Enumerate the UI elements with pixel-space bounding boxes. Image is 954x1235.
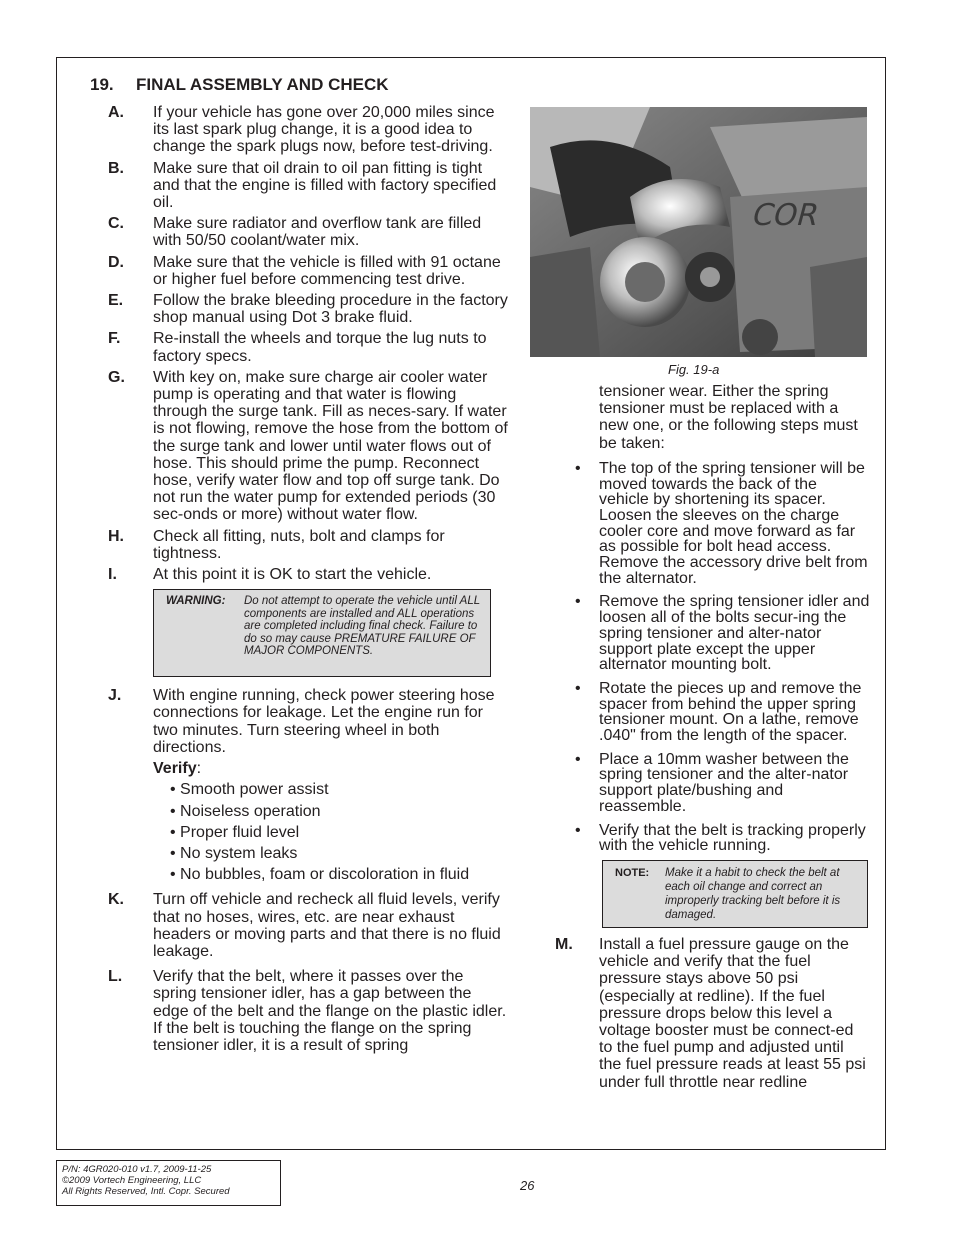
verify-item: • Proper fluid level	[170, 823, 300, 841]
verify-colon: :	[196, 760, 202, 778]
left-column	[108, 104, 508, 1058]
list-item	[108, 369, 508, 524]
item-text: With engine running, check power steering hose connections for leakage. Let the engine run for two minutes. Turn steering wheel in both directions.	[153, 687, 495, 756]
warning-box	[153, 589, 491, 677]
bullet-text: Place a 10mm washer between the spring tensioner and the alter-nator support plate/bushing and reassemble.	[599, 750, 849, 815]
list-item	[108, 566, 508, 583]
list-item	[108, 891, 508, 960]
item-text: If your vehicle has gone over 20,000 miles since its last spark plug change, it is a good idea to change the spark plugs now, before test-driving.	[153, 104, 495, 156]
bullet-item	[555, 461, 870, 587]
engine-photo-illustration	[530, 107, 867, 357]
item-text: Make sure that oil drain to oil pan fitting is tight and that the engine is filled with factory specified oil.	[153, 159, 497, 212]
note-label: NOTE:	[615, 866, 650, 879]
footer-copyright: ©2009 Vortech Engineering, LLC	[62, 1175, 202, 1186]
item-text: Follow the brake bleeding procedure in the factory shop manual using Dot 3 brake fluid.	[153, 292, 508, 327]
item-letter: G.	[108, 368, 125, 386]
item-text: Re-install the wheels and torque the lug nuts to factory specs.	[153, 330, 487, 365]
engine-photo	[530, 107, 867, 357]
item-text: Make sure radiator and overflow tank are filled with 50/50 coolant/water mix.	[153, 215, 482, 250]
page-number: 26	[520, 1178, 535, 1193]
warning-label: WARNING:	[166, 595, 226, 608]
verify-item: • No system leaks	[170, 844, 298, 862]
item-letter: B.	[108, 159, 124, 177]
section-heading	[90, 75, 389, 95]
note-box	[602, 860, 868, 928]
bullet-item	[555, 681, 870, 744]
bullet-dot: •	[575, 593, 581, 611]
list-item	[108, 687, 508, 883]
bullet-item	[555, 752, 870, 815]
item-text: Turn off vehicle and recheck all fluid levels, verify that no hoses, wires, etc. are near exhaust headers or moving parts and that there is no fluid leakage.	[153, 891, 501, 960]
bullet-item	[555, 823, 870, 854]
bullet-dot: •	[575, 679, 581, 697]
verify-list	[153, 781, 508, 883]
item-letter: I.	[108, 566, 117, 584]
bullet-dot: •	[575, 750, 581, 768]
bullet-dot: •	[575, 821, 581, 839]
bullet-dot: •	[575, 459, 581, 477]
item-letter: M.	[555, 935, 573, 953]
verify-label	[153, 760, 508, 777]
engine-cover-lettering: COR	[748, 198, 823, 233]
verify-item: • Smooth power assist	[170, 781, 329, 799]
verify-item: • Noiseless operation	[170, 802, 321, 820]
bullet-text: The top of the spring tensioner will be moved towards the back of the vehicle by shortening its spacer. Loosen the sleeves on the charge cooler core and move forward as far as possible for bolt head access. Remove the accessory drive belt from the alternator.	[599, 459, 868, 587]
item-letter: F.	[108, 330, 121, 348]
verify-label-text: Verify	[153, 760, 197, 778]
item-text: Check all fitting, nuts, bolt and clamps for tightness.	[153, 527, 445, 562]
list-item	[108, 292, 508, 326]
list-item	[108, 254, 508, 288]
item-letter: D.	[108, 253, 124, 271]
bullet-item	[555, 594, 870, 673]
item-text: At this point it is OK to start the vehicle.	[153, 566, 432, 584]
item-letter: A.	[108, 104, 124, 121]
item-text: Make sure that the vehicle is filled with 91 octane or higher fuel before commencing test drive.	[153, 253, 501, 288]
footer-copyright-box	[56, 1160, 281, 1206]
list-item	[108, 104, 508, 156]
right-column	[555, 383, 870, 1095]
item-letter: E.	[108, 292, 124, 310]
footer-part-number: P/N: 4GR020-010 v1.7, 2009-11-25	[62, 1164, 212, 1175]
list-item	[108, 968, 508, 1054]
item-letter: H.	[108, 527, 124, 545]
figure-caption: Fig. 19-a	[668, 362, 720, 377]
item-letter: K.	[108, 891, 124, 909]
verify-item: • No bubbles, foam or discoloration in fluid	[170, 866, 470, 884]
item-letter: C.	[108, 215, 124, 233]
continuation-text: tensioner wear. Either the spring tensioner must be replaced with a new one, or the following steps must be taken:	[599, 383, 858, 452]
item-letter: L.	[108, 968, 123, 986]
item-text: With key on, make sure charge air cooler water pump is operating and that water is flowing through the surge tank. Fill as neces-sary. If water is not flowing, remove the hose from the bottom of the surge tank and lower until water flows out of hose. This should prime the pump. Reconnect hose, verify water flow and top off surge tank. Do not run the water pump for extended periods (30 sec-onds or more) without water flow.	[153, 368, 508, 524]
list-item	[108, 528, 508, 562]
bullet-text: Remove the spring tensioner idler and loosen all of the bolts secur-ing the spring tensioner and alter-nator support plate except the upper alternator mounting bolt.	[599, 593, 870, 674]
note-text: Make it a habit to check the belt at each oil change and correct an improperly tracking belt before it is damaged.	[665, 866, 841, 921]
bullet-text: Verify that the belt is tracking properly with the vehicle running.	[599, 821, 866, 855]
warning-text: Do not attempt to operate the vehicle until ALL components are installed and ALL operations are completed including final check. Failure to do so may cause PREMATURE FAILURE OF MAJOR COMPONENTS.	[244, 595, 480, 657]
section-title: FINAL ASSEMBLY AND CHECK	[136, 75, 389, 94]
list-item	[555, 936, 870, 1091]
bullet-text: Rotate the pieces up and remove the spacer from behind the upper spring tensioner mount. On a lathe, remove .040" from the length of the spacer.	[599, 679, 862, 745]
list-item	[108, 160, 508, 212]
section-number: 19.	[90, 75, 114, 94]
item-text: Verify that the belt, where it passes over the spring tensioner idler, has a gap between the edge of the belt and the flange on the plastic idler. If the belt is touching the flange on the spring tensioner idler, it is a result of spring	[153, 968, 507, 1054]
footer-rights: All Rights Reserved, Intl. Copr. Secured	[62, 1186, 230, 1197]
item-letter: J.	[108, 687, 122, 705]
list-item	[108, 330, 508, 364]
item-text: Install a fuel pressure gauge on the vehicle and verify that the fuel pressure stays above 50 psi (especially at redline). If the fuel pressure drops below this level a voltage booster must be connect-ed to the fuel pump and adjusted until the fuel pressure reads at least 55 psi under full throttle near redline	[599, 935, 866, 1091]
list-item	[108, 215, 508, 249]
